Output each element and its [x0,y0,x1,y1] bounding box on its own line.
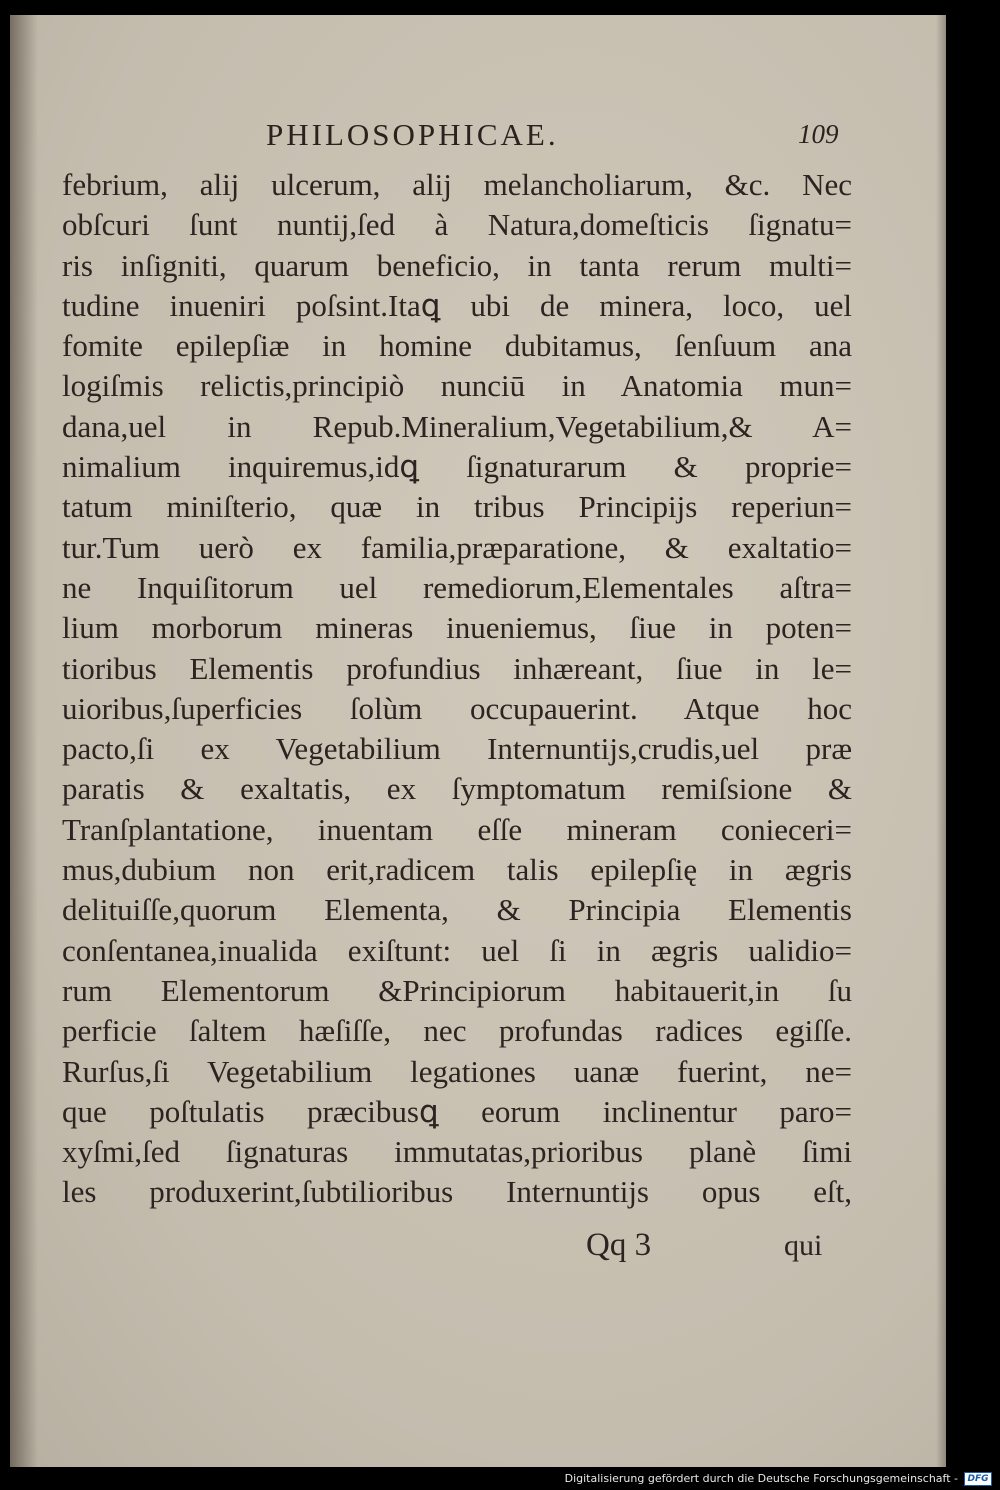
text-line: que poſtulatis præcibusꝗ eorum inclinentur paro= [62,1093,852,1129]
text-line: obſcuri ſunt nuntij,ſed à Natura,domeſticis ſignatu= [62,207,852,243]
text-line: pacto,ſi ex Vegetabilium Internuntijs,crudis,uel præ [62,731,852,767]
book-page [10,15,946,1467]
text-line: paratis & exaltatis, ex ſymptomatum remiſsione & [62,771,852,807]
text-line: rum Elementorum &Principiorum habitauerit,in ſu [62,972,852,1008]
dfg-logo-icon: DFG [964,1472,992,1486]
text-line: xyſmi,ſed ſignaturas immutatas,prioribus planè ſimi [62,1134,852,1170]
text-line: tudine inueniri poſsint.Itaꝗ ubi de minera, loco, uel [62,287,852,323]
running-head [10,117,946,157]
text-line: ris inſigniti, quarum beneficio, in tanta rerum multi= [62,247,852,283]
text-line: tur.Tum uerò ex familia,præparatione, & exaltatio= [62,529,852,565]
signature-mark: Qq 3 [586,1227,652,1263]
body-text [62,165,852,1213]
text-line: Rurſus,ſi Vegetabilium legationes uanæ fuerint, ne= [62,1053,852,1089]
text-line: ne Inquiſitorum uel remediorum,Elementales aſtra= [62,569,852,605]
text-line: perficie ſaltem hæſiſſe, nec profundas radices egiſſe. [62,1013,852,1049]
catchword: qui [784,1229,823,1262]
text-line: conſentanea,inualida exiſtunt: uel ſi in ægris ualidio= [62,932,852,968]
page-number: 109 [798,119,839,149]
text-line: tatum miniſterio, quæ in tribus Principijs reperiun= [62,489,852,525]
text-line: mus,dubium non erit,radicem talis epilepſię in ægris [62,852,852,888]
running-head-title: PHILOSOPHICAE. [266,117,559,152]
text-line: logiſmis relictis,principiò nunciū in Anatomia mun= [62,368,852,404]
funding-notice: Digitalisierung gefördert durch die Deutsche Forschungsgemeinschaft - [564,1472,958,1485]
text-line: nimalium inquiremus,idꝗ ſignaturarum & proprie= [62,449,852,485]
text-line: dana,uel in Repub.Mineralium,Vegetabilium,& A= [62,408,852,444]
text-line: tioribus Elementis profundius inhæreant, ſiue in le= [62,650,852,686]
text-line: lium morborum mineras inueniemus, ſiue in poten= [62,610,852,646]
text-line: febrium, alij ulcerum, alij melancholiarum, &c. Nec [62,167,852,202]
text-line: fomite epilepſiæ in homine dubitamus, ſenſuum ana [62,328,852,364]
footer-bar [0,1469,1000,1490]
text-line: delituiſſe,quorum Elementa, & Principia Elementis [62,892,852,928]
text-line: uioribus,ſuperficies ſolùm occupauerint. Atque hoc [62,690,852,726]
text-line: les produxerint,ſubtilioribus Internuntijs opus eſt, [62,1174,852,1210]
text-line: Tranſplantatione, inuentam eſſe mineram conieceri= [62,811,852,847]
